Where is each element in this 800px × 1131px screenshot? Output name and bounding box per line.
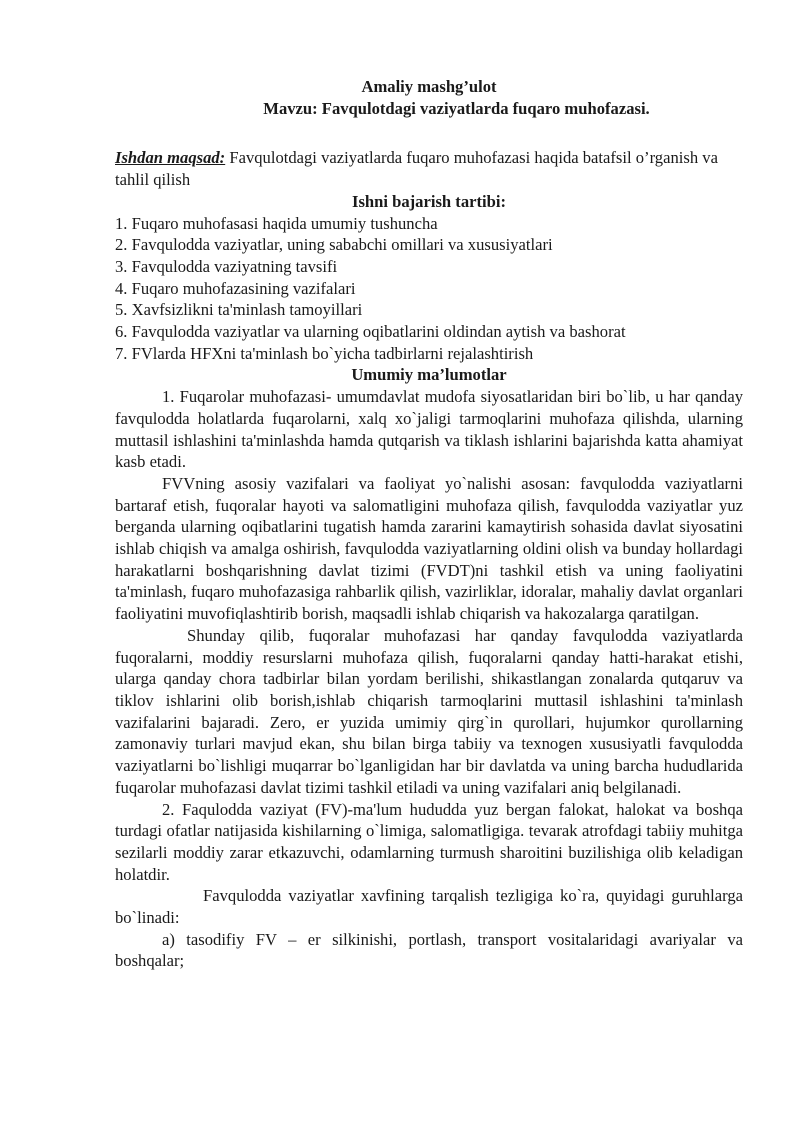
body-paragraph: FVVning asosiy vazifalari va faoliyat yo`nalishi asosan: favqulodda vaziyatlarni bartaraf etish, fuqoralar hayoti va salomatligini muhofaza qilish, favqulodda vaziyatlar yuz berganda ularning oqibatlarini tugatish hamda zararini kamaytirish sohasida davlat siyosatini ishlab chiqish va amalga oshirish, favqulodda vaziyatlarning oldini olish va bunday hollardagi harakatlarni boshqarishning davlat tizimi (FVDT)ni tashkil etish va uning faoliyatini ta'minlash, fuqaro muhofazasiga rahbarlik qilish, vazirliklar, idoralar, mahaliy davlat organlari faoliyatini muvofiqlashtirib borish, maqsadli ishlab chiqarish va hakozalarga qaratilgan. xyxy=(115,473,743,624)
list-item: 3. Favqulodda vaziyatning tavsifi xyxy=(115,256,338,276)
general-heading: Umumiy ma’lumotlar xyxy=(351,365,507,385)
spacer xyxy=(115,119,743,147)
body-paragraph: 2. Faqulodda vaziyat (FV)-ma'lum hududda yuz bergan falokat, halokat va boshqa turdagi ofatlar natijasida kishilarning o`limiga, salomatligiga. tevarak atrofdagi tabiiy muhitga sezilarli moddiy zarar etkazuvchi, odamlarning turmush sharoitini buzilishiga olib keladigan holatdir. xyxy=(115,799,743,884)
body-paragraph: Favqulodda vaziyatlar xavfining tarqalish tezligiga ko`ra, quyidagi guruhlarga bo`linadi: xyxy=(115,886,743,928)
list-item: 6. Favqulodda vaziyatlar va ularning oqibatlarini oldindan aytish va bashorat xyxy=(115,322,626,342)
list-item: 7. FVlarda HFXni ta'minlash bo`yicha tadbirlarni rejalashtirish xyxy=(115,343,534,363)
procedure-list xyxy=(115,213,743,365)
purpose-paragraph xyxy=(115,147,743,190)
purpose-text: Favqulotdagi vaziyatlarda fuqaro muhofazasi haqida batafsil o’rganish va tahlil qilish xyxy=(115,148,718,190)
list-item: 5. Xavfsizlikni ta'minlash tamoyillari xyxy=(115,300,363,320)
body-paragraph: Shunday qilib, fuqoralar muhofazasi har qanday favqulodda vaziyatlarda fuqoralarni, moddiy resurslarni muhofaza qilish, fuqoralarni qanday hatti-harakat etishi, ularga qanday chora tadbirlar bilan yordam berilishi, shikastlangan zonalarda qutqaruv va tiklov ishlarini olib borish,ishlab chiqarish tarmoqlarini muttasil ishlashini ta'minlash vazifalarini bajaradi. Zero, er yuzida umimiy qirg`in qurollari, hujumkor qurollarning zamonaviy turlari mavjud ekan, shu bilan birga tabiiy va texnogen xususiyatli favqulodda vaziyatlarni bo`lishligi muqarrar bo`lganligidan har bir davlatda va uning barcha hududlarida fuqarolar muhofazasi davlat tizimi tashkil etiladi va uning vazifalari aniq belgilanadi. xyxy=(115,625,743,797)
body-paragraph: a) tasodifiy FV – er silkinishi, portlash, transport vositalaridagi avariyalar va boshqalar; xyxy=(115,929,743,971)
procedure-heading: Ishni bajarish tartibi: xyxy=(352,191,506,211)
document-topic: Mavzu: Favqulotdagi vaziyatlarda fuqaro muhofazasi. xyxy=(263,98,650,118)
purpose-label: Ishdan maqsad: xyxy=(115,148,226,168)
document-title: Amaliy mashg’ulot xyxy=(361,77,497,96)
list-item: 4. Fuqaro muhofazasining vazifalari xyxy=(115,278,356,298)
list-item: 2. Favqulodda vaziyatlar, uning sababchi omillari va xususiyatlari xyxy=(115,235,553,255)
list-item: 1. Fuqaro muhofasasi haqida umumiy tushuncha xyxy=(115,213,438,233)
body-paragraph: 1. Fuqarolar muhofazasi- umumdavlat mudofa siyosatlaridan biri bo`lib, u har qanday favqulodda holatlarda fuqarolarni, xalq xo`jaligi tarmoqlarini muhofaza qilishda, ularning muttasil ishlashini ta'minlashda hamda qutqarish va tiklash ishlarini bajarishda katta ahamiyat kasb etadi. xyxy=(115,387,743,472)
